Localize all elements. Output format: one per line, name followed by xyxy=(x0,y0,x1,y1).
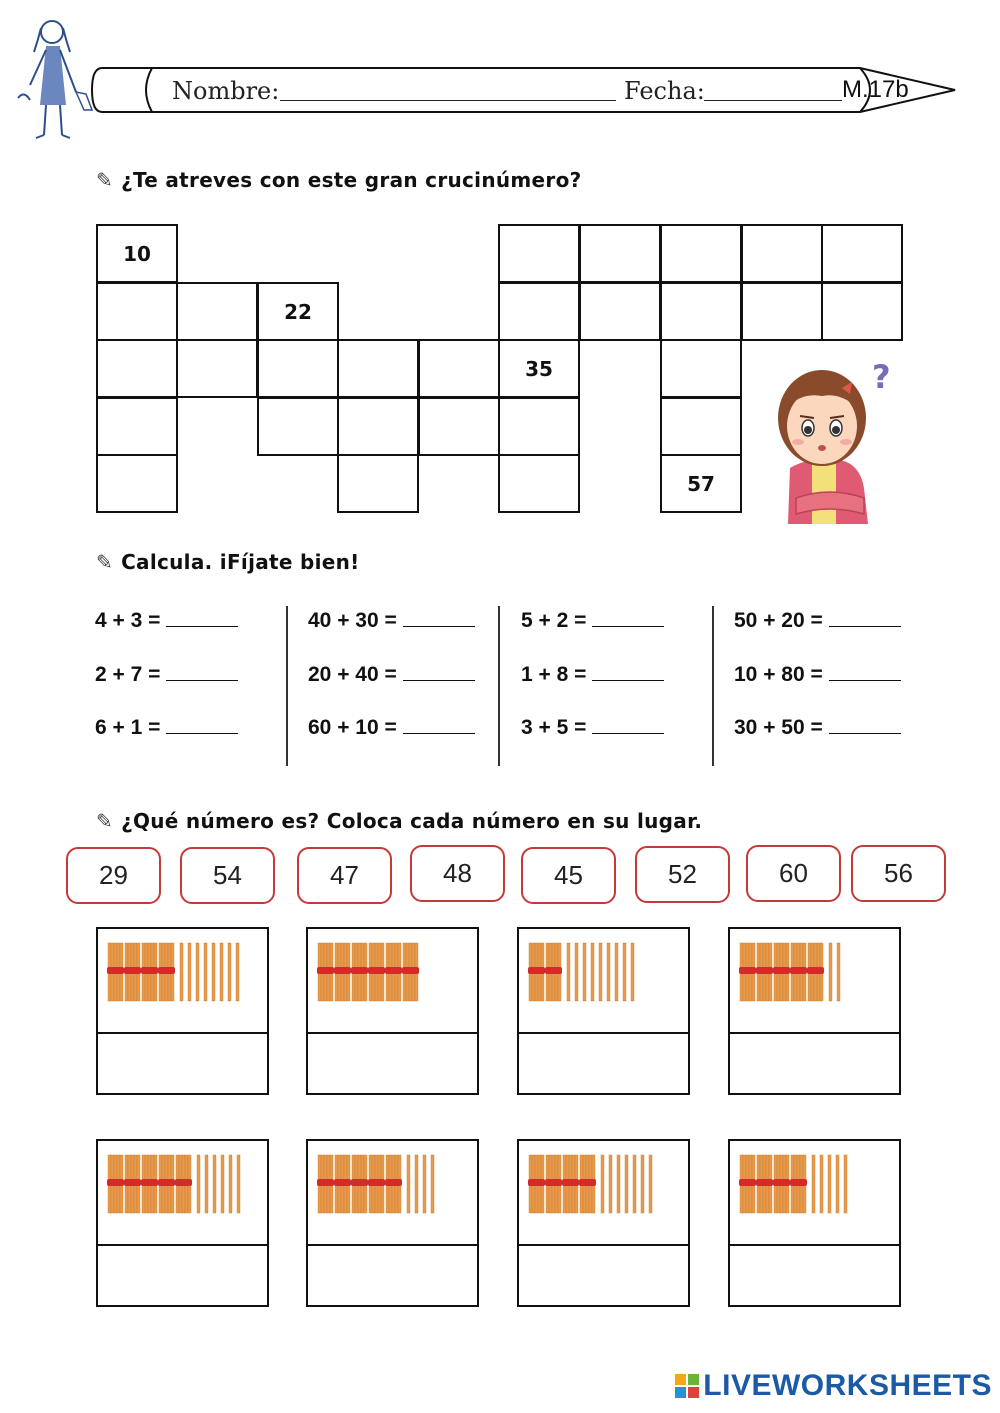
name-label: Nombre: xyxy=(172,77,280,105)
sum-item: 50 + 20 = xyxy=(734,608,901,633)
ten-bundle xyxy=(368,1155,385,1213)
single-stick xyxy=(205,1155,208,1213)
single-stick xyxy=(213,1155,216,1213)
answer-drop-zone[interactable] xyxy=(519,1032,688,1093)
ten-bundle xyxy=(402,943,419,1001)
crossword-cell[interactable] xyxy=(337,454,419,513)
ten-bundle xyxy=(351,943,368,1001)
ten-bundle xyxy=(334,943,351,1001)
answer-blank[interactable] xyxy=(592,715,664,734)
answer-blank[interactable] xyxy=(166,715,238,734)
single-stick xyxy=(196,943,199,1001)
crossword-cell[interactable] xyxy=(337,339,419,398)
date-field[interactable] xyxy=(704,100,842,101)
answer-blank[interactable] xyxy=(403,662,475,681)
answer-blank[interactable] xyxy=(166,662,238,681)
single-stick xyxy=(431,1155,434,1213)
single-stick xyxy=(591,943,594,1001)
column-divider xyxy=(498,606,500,766)
crossword-cell[interactable] xyxy=(741,282,823,341)
sticks-drawing xyxy=(316,1151,472,1235)
clue-cell[interactable]: 22 xyxy=(257,282,339,341)
number-chip[interactable]: 52 xyxy=(635,846,730,903)
ten-bundle xyxy=(739,943,756,1001)
ten-bundle xyxy=(385,1155,402,1213)
ten-bundle xyxy=(141,943,158,1001)
single-stick xyxy=(221,1155,224,1213)
single-stick xyxy=(220,943,223,1001)
stick-image xyxy=(98,929,267,1034)
ten-bundle xyxy=(175,1155,192,1213)
numbers-title: ✎ ¿Qué número es? Coloca cada número en su lugar. xyxy=(96,809,703,833)
answer-blank[interactable] xyxy=(592,662,664,681)
ten-bundle xyxy=(545,1155,562,1213)
answer-blank[interactable] xyxy=(166,608,238,627)
sum-item: 5 + 2 = xyxy=(521,608,664,633)
ten-bundle xyxy=(107,1155,124,1213)
ten-bundle xyxy=(562,1155,579,1213)
stick-box xyxy=(306,1139,479,1307)
name-field[interactable] xyxy=(280,100,616,101)
ten-bundle xyxy=(334,1155,351,1213)
worksheet-code: M.17b xyxy=(842,76,909,103)
thinking-girl-icon xyxy=(760,348,900,526)
single-stick xyxy=(575,943,578,1001)
answer-drop-zone[interactable] xyxy=(98,1244,267,1305)
answer-blank[interactable] xyxy=(829,608,901,627)
single-stick xyxy=(188,943,191,1001)
single-stick xyxy=(229,1155,232,1213)
ten-bundle xyxy=(107,943,124,1001)
single-stick xyxy=(836,1155,839,1213)
crossword-cell[interactable] xyxy=(337,397,419,456)
single-stick xyxy=(641,1155,644,1213)
single-stick xyxy=(623,943,626,1001)
sticks-drawing xyxy=(106,939,262,1023)
ten-bundle xyxy=(773,943,790,1001)
stick-image xyxy=(730,1141,899,1246)
crossword-cell[interactable] xyxy=(660,224,742,283)
crossword-cell[interactable] xyxy=(418,397,500,456)
sticks-drawing xyxy=(527,939,683,1023)
crossword-cell[interactable] xyxy=(579,282,661,341)
teacher-illustration-icon xyxy=(10,10,100,140)
crossword-title: ✎ ¿Te atreves con este gran crucinúmero? xyxy=(96,168,582,192)
number-chip[interactable]: 48 xyxy=(410,845,505,902)
single-stick xyxy=(237,1155,240,1213)
crossword-cell[interactable] xyxy=(741,224,823,283)
stick-box xyxy=(728,1139,901,1307)
brand-text: LIVEWORKSHEETS xyxy=(703,1369,992,1402)
calcula-title: ✎ Calcula. iFíjate bien! xyxy=(96,550,360,574)
sum-item: 1 + 8 = xyxy=(521,662,664,687)
crossword-cell[interactable] xyxy=(660,282,742,341)
answer-drop-zone[interactable] xyxy=(730,1032,899,1093)
stick-box xyxy=(517,1139,690,1307)
sticks-drawing xyxy=(106,1151,262,1235)
ten-bundle xyxy=(351,1155,368,1213)
stick-box xyxy=(728,927,901,1095)
single-stick xyxy=(829,943,832,1001)
ten-bundle xyxy=(528,943,545,1001)
single-stick xyxy=(828,1155,831,1213)
sum-item: 6 + 1 = xyxy=(95,715,238,740)
crossword-cell[interactable] xyxy=(257,339,339,398)
column-divider xyxy=(286,606,288,766)
date-label: Fecha: xyxy=(624,77,705,105)
sum-item: 4 + 3 = xyxy=(95,608,238,633)
ten-bundle xyxy=(368,943,385,1001)
single-stick xyxy=(617,1155,620,1213)
svg-text:?: ? xyxy=(872,358,891,396)
crossword-cell[interactable] xyxy=(96,339,178,398)
ten-bundle xyxy=(773,1155,790,1213)
single-stick xyxy=(844,1155,847,1213)
number-chip[interactable]: 54 xyxy=(180,847,275,904)
column-divider xyxy=(712,606,714,766)
ten-bundle xyxy=(158,943,175,1001)
crossword-cell[interactable] xyxy=(660,339,742,398)
ten-bundle xyxy=(141,1155,158,1213)
crossword-cell[interactable] xyxy=(498,454,580,513)
ten-bundle xyxy=(124,1155,141,1213)
ten-bundle xyxy=(756,943,773,1001)
single-stick xyxy=(633,1155,636,1213)
single-stick xyxy=(820,1155,823,1213)
single-stick xyxy=(407,1155,410,1213)
stick-image xyxy=(519,1141,688,1246)
answer-blank[interactable] xyxy=(403,608,475,627)
crossword-cell[interactable] xyxy=(498,224,580,283)
ten-bundle xyxy=(158,1155,175,1213)
liveworksheets-logo xyxy=(675,1369,992,1403)
answer-blank[interactable] xyxy=(829,715,901,734)
single-stick xyxy=(204,943,207,1001)
single-stick xyxy=(599,943,602,1001)
crossword-cell[interactable] xyxy=(498,282,580,341)
single-stick xyxy=(649,1155,652,1213)
answer-drop-zone[interactable] xyxy=(308,1244,477,1305)
crossword-cell[interactable] xyxy=(96,282,178,341)
single-stick xyxy=(631,943,634,1001)
crossword-cell[interactable] xyxy=(176,282,258,341)
stick-image xyxy=(98,1141,267,1246)
ten-bundle xyxy=(317,943,334,1001)
sum-item: 3 + 5 = xyxy=(521,715,664,740)
single-stick xyxy=(601,1155,604,1213)
stick-image xyxy=(308,1141,477,1246)
sum-item: 20 + 40 = xyxy=(308,662,475,687)
stick-box xyxy=(517,927,690,1095)
answer-blank[interactable] xyxy=(592,608,664,627)
single-stick xyxy=(415,1155,418,1213)
crossword-cell[interactable] xyxy=(579,224,661,283)
number-chip[interactable]: 45 xyxy=(521,847,616,904)
ten-bundle xyxy=(528,1155,545,1213)
number-chip[interactable]: 56 xyxy=(851,845,946,902)
ten-bundle xyxy=(579,1155,596,1213)
crossword-cell[interactable] xyxy=(821,282,903,341)
clue-cell[interactable]: 10 xyxy=(96,224,178,283)
crossword-cell[interactable] xyxy=(176,339,258,398)
number-chip[interactable]: 29 xyxy=(66,847,161,904)
single-stick xyxy=(567,943,570,1001)
crossword-cell[interactable] xyxy=(498,397,580,456)
liveworksheets-icon xyxy=(675,1374,699,1398)
clue-cell[interactable]: 35 xyxy=(498,339,580,398)
ten-bundle xyxy=(317,1155,334,1213)
pencil-icon: ✎ xyxy=(96,809,114,833)
sum-item: 10 + 80 = xyxy=(734,662,901,687)
ten-bundle xyxy=(807,943,824,1001)
answer-drop-zone[interactable] xyxy=(98,1032,267,1093)
single-stick xyxy=(197,1155,200,1213)
single-stick xyxy=(236,943,239,1001)
pencil-icon: ✎ xyxy=(96,168,114,192)
number-chip[interactable]: 60 xyxy=(746,845,841,902)
crossword-cell[interactable] xyxy=(660,397,742,456)
answer-drop-zone[interactable] xyxy=(519,1244,688,1305)
ten-bundle xyxy=(756,1155,773,1213)
answer-drop-zone[interactable] xyxy=(730,1244,899,1305)
ten-bundle xyxy=(790,943,807,1001)
sticks-drawing xyxy=(316,939,472,1023)
number-chip[interactable]: 47 xyxy=(297,847,392,904)
sum-item: 60 + 10 = xyxy=(308,715,475,740)
single-stick xyxy=(228,943,231,1001)
ten-bundle xyxy=(385,943,402,1001)
stick-image xyxy=(308,929,477,1034)
pencil-icon: ✎ xyxy=(96,550,114,574)
single-stick xyxy=(615,943,618,1001)
sum-item: 2 + 7 = xyxy=(95,662,238,687)
single-stick xyxy=(607,943,610,1001)
single-stick xyxy=(180,943,183,1001)
stick-image xyxy=(519,929,688,1034)
ten-bundle xyxy=(739,1155,756,1213)
answer-blank[interactable] xyxy=(403,715,475,734)
crossword-cell[interactable] xyxy=(257,397,339,456)
sticks-drawing xyxy=(738,939,894,1023)
single-stick xyxy=(609,1155,612,1213)
stick-image xyxy=(730,929,899,1034)
single-stick xyxy=(583,943,586,1001)
sum-item: 40 + 30 = xyxy=(308,608,475,633)
ten-bundle xyxy=(790,1155,807,1213)
clue-cell[interactable]: 57 xyxy=(660,454,742,513)
stick-box xyxy=(96,1139,269,1307)
stick-box xyxy=(96,927,269,1095)
crossword-cell[interactable] xyxy=(96,397,178,456)
single-stick xyxy=(212,943,215,1001)
single-stick xyxy=(812,1155,815,1213)
single-stick xyxy=(625,1155,628,1213)
crossword-cell[interactable] xyxy=(418,339,500,398)
sticks-drawing xyxy=(527,1151,683,1235)
crossword-cell[interactable] xyxy=(821,224,903,283)
ten-bundle xyxy=(124,943,141,1001)
single-stick xyxy=(423,1155,426,1213)
sum-item: 30 + 50 = xyxy=(734,715,901,740)
ten-bundle xyxy=(545,943,562,1001)
answer-drop-zone[interactable] xyxy=(308,1032,477,1093)
stick-box xyxy=(306,927,479,1095)
answer-blank[interactable] xyxy=(829,662,901,681)
single-stick xyxy=(837,943,840,1001)
crossword-cell[interactable] xyxy=(96,454,178,513)
sticks-drawing xyxy=(738,1151,894,1235)
